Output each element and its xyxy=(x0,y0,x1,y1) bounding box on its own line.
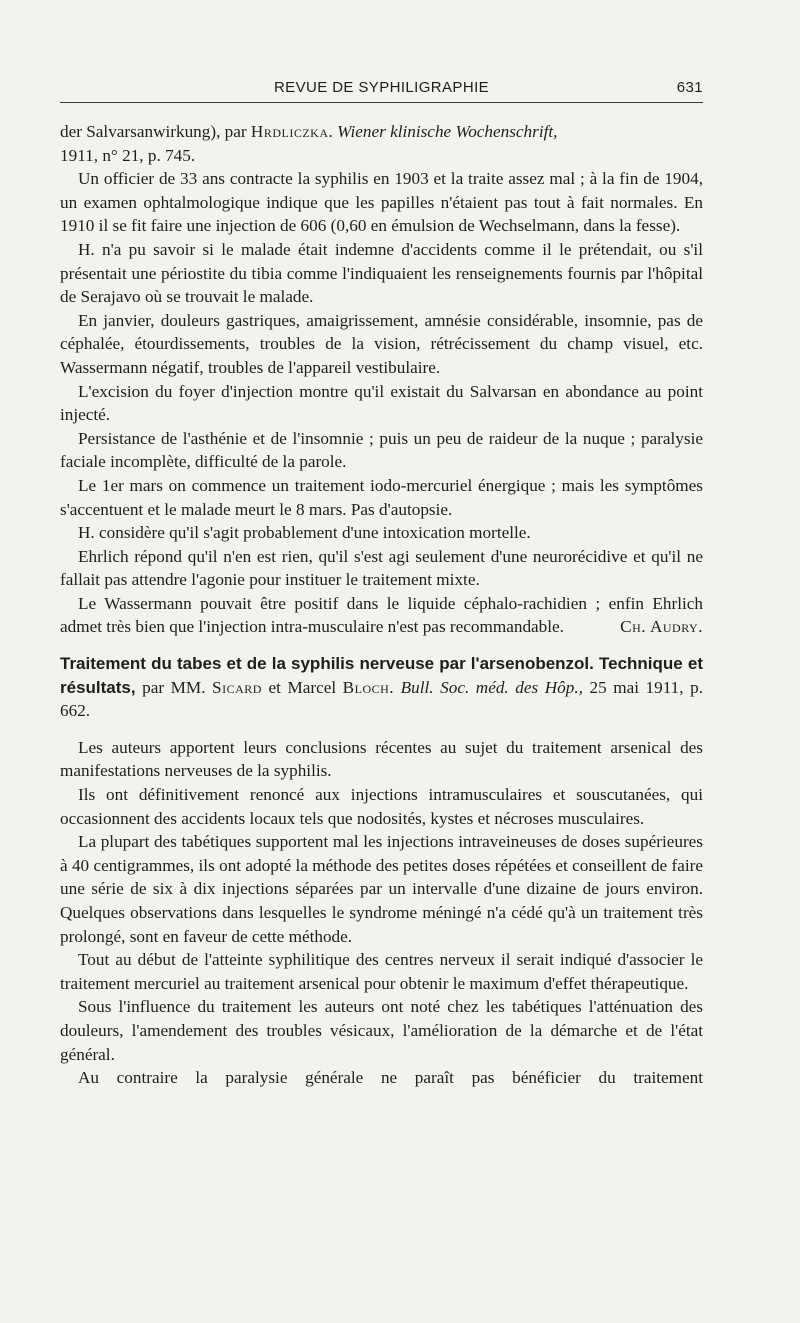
article1-reference: der Salvarsanwirkung), par Hrdliczka. Wiener klinische Wochenschrift, 1911, n° 21, p. 745. xyxy=(60,122,558,165)
paragraph: Les auteurs apportent leurs conclusions récentes au sujet du traitement arsenical des manifestations nerveuses de la syphilis. xyxy=(60,737,703,781)
paragraph: H. considère qu'il s'agit probablement d'une intoxication mortelle. xyxy=(78,523,531,543)
article-title: Traitement du tabes et de la syphilis nerveuse par l'arsenobenzol. Technique et résultats, xyxy=(60,654,703,697)
paragraph: H. n'a pu savoir si le malade était indemne d'accidents comme il le prétendait, ou s'il présentait une périostite du tibia comme l'indiquaient les renseignements fournis par l'hôpital de Serajavo où se trouvait le malade. xyxy=(60,239,703,307)
author-name: Bloch. xyxy=(342,677,395,697)
citation: 1911, n° 21, p. 745. xyxy=(60,145,196,165)
article2-heading: Traitement du tabes et de la syphilis nerveuse par l'arsenobenzol. Technique et résultats, par MM. Sicard et Marcel Bloch. Bull. Soc. méd. des Hôp., 25 mai 1911, p. 662. xyxy=(60,654,704,721)
page-body xyxy=(60,120,703,1090)
paragraph: En janvier, douleurs gastriques, amaigrissement, amnésie considérable, insomnie, pas de céphalée, étourdissements, troubles de la vision, rétrécissement du champ visuel, etc. Wassermann négatif, troubles de l'appareil vestibulaire. xyxy=(60,310,703,377)
journal-title: REVUE DE SYPHILIGRAPHIE xyxy=(273,79,490,96)
paragraph: Persistance de l'asthénie et de l'insomnie ; puis un peu de raideur de la nuque ; paralysie faciale incomplète, difficulté de la parole. xyxy=(60,428,703,472)
citation: 25 mai 1911, p. 662. xyxy=(60,677,704,721)
paragraph: Sous l'influence du traitement les auteurs ont noté chez les tabétiques l'atténuation des douleurs, l'amendement des troubles vésicaux, l'amélioration de la démarche et de l'état général. xyxy=(60,997,703,1064)
paragraph-text: Le Wassermann pouvait être positif dans le liquide céphalo-rachidien ; enfin Ehrlich admet très bien que l'injection intra-musculaire n'est pas recommandable. xyxy=(60,593,703,637)
author-name: Sicard xyxy=(212,677,262,697)
page-number: 631 xyxy=(676,79,703,96)
paragraph: La plupart des tabétiques supportent mal les injections intraveineuses de doses supérieures à 40 centigrammes, ils ont adopté la méthode des petites doses répétées et conseillent de faire une série de six à dix injections séparées par un intervalle d'une dizaine de jours environ. Quelques observations dans lesquelles le syndrome méningé n'a cédé qu'à un traitement très prolongé, sont en faveur de cette méthode. xyxy=(60,832,703,946)
paragraph: L'excision du foyer d'injection montre qu'il existait du Salvarsan en abondance au point injecté. xyxy=(60,381,703,425)
author-name: Hrdliczka xyxy=(250,122,329,141)
paragraph: Tout au début de l'atteinte syphilitique des centres nerveux il serait indiqué d'associer le traitement mercuriel au traitement arsenical pour obtenir le maximum d'effet thérapeutique. xyxy=(60,950,703,993)
paragraph: Ils ont définitivement renoncé aux injections intramusculaires et souscutanées, qui occasionnent des accidents locaux tels que nodosités, kystes et nécroses musculaires. xyxy=(60,785,703,828)
journal-name: Wiener klinische Wochenschrift, xyxy=(337,122,558,141)
running-header xyxy=(60,74,703,103)
paragraph: Le 1er mars on commence un traitement iodo-mercuriel énergique ; mais les symptômes s'accentuent et le malade meurt le 8 mars. Pas d'autopsie. xyxy=(60,475,703,519)
paragraph: Un officier de 33 ans contracte la syphilis en 1903 et la traite assez mal ; à la fin de 1904, un examen ophtalmologique indique que les papilles n'étaient pas tout à fait normales. En 1910 il se fit faire une injection de 606 (0,60 en émulsion de Wechselmann, dans la fesse). xyxy=(60,169,703,236)
signature: Ch. Audry. xyxy=(620,617,703,637)
paragraph: Au contraire la paralysie générale ne paraît pas bénéficier du traitement xyxy=(78,1068,703,1088)
paragraph-with-signature xyxy=(60,592,703,639)
paragraph: Ehrlich répond qu'il n'en est rien, qu'il s'est agi seulement d'une neurorécidive et qu'il ne fallait pas attendre l'agonie pour instituer le traitement mixte. xyxy=(60,546,703,590)
journal-name: Bull. Soc. méd. des Hôp., xyxy=(400,677,583,697)
